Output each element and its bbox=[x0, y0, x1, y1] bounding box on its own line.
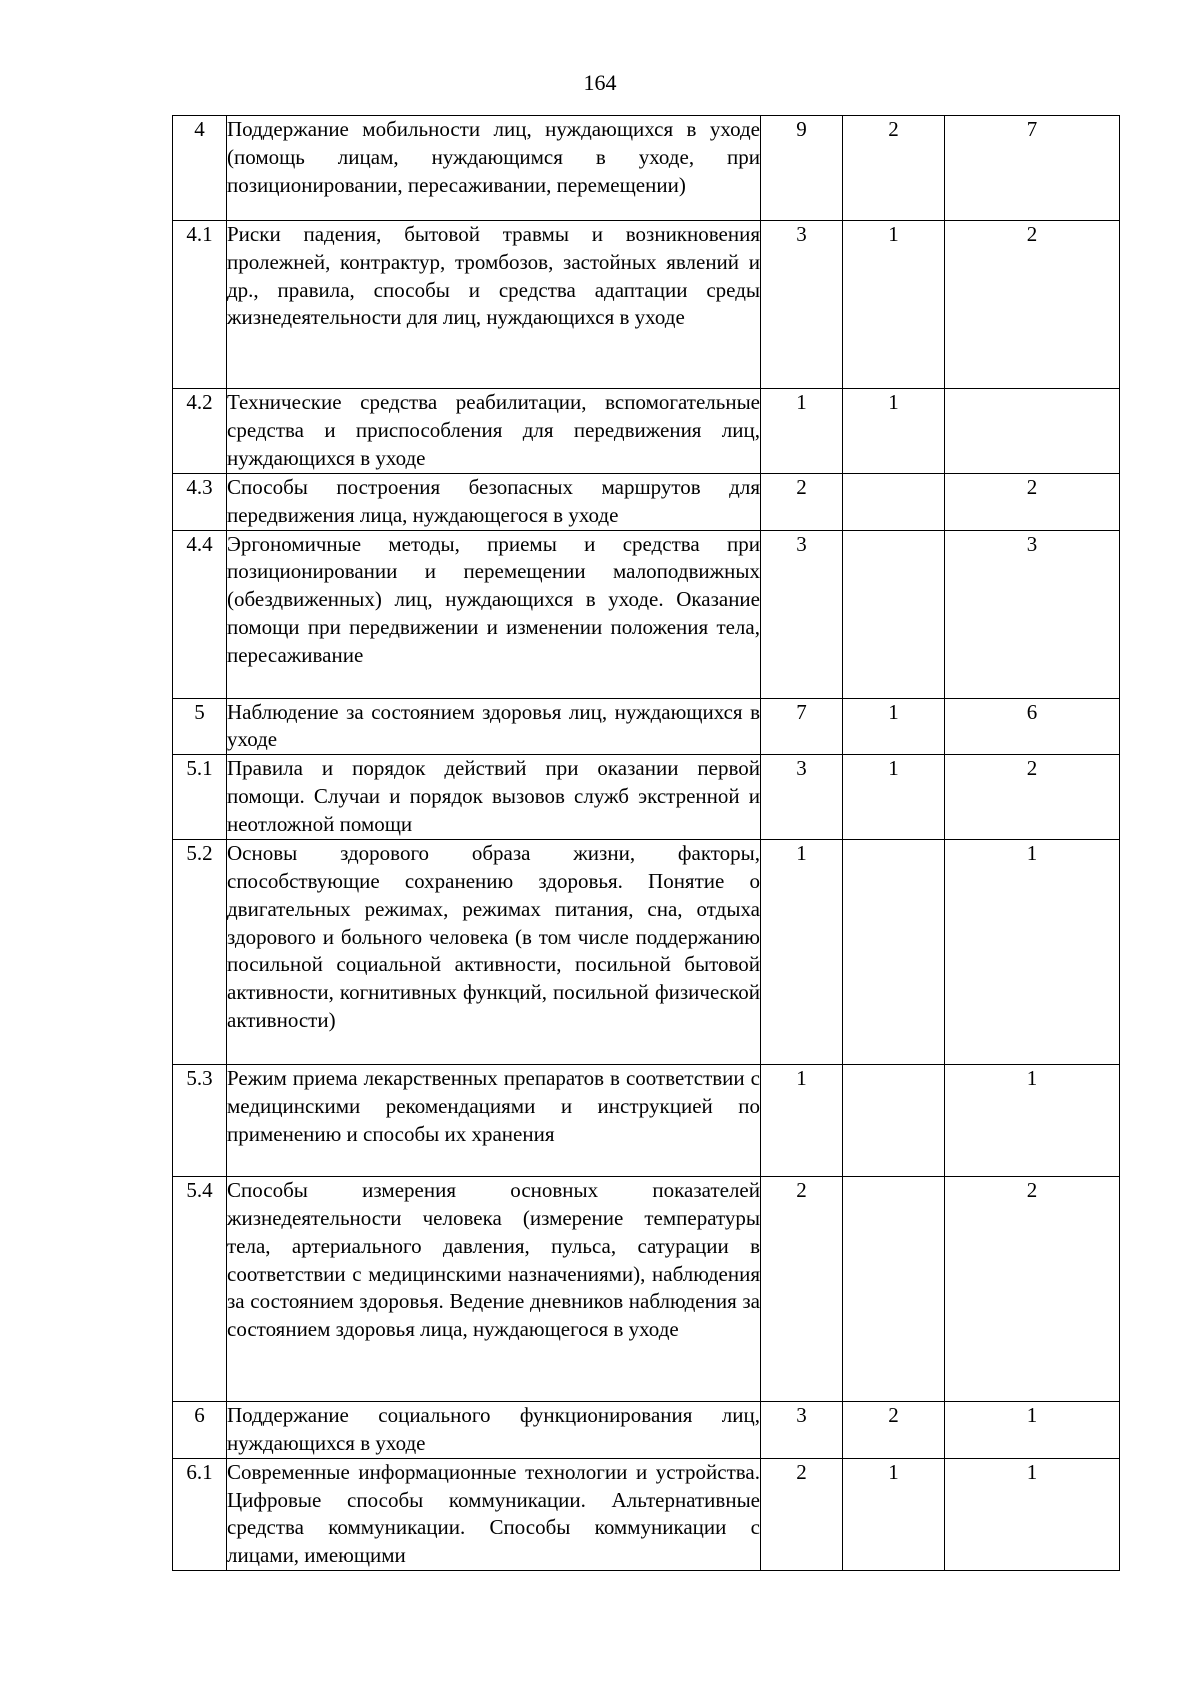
row-total-hours: 1 bbox=[761, 840, 843, 1065]
row-number: 5.1 bbox=[173, 755, 227, 840]
row-practice-hours: 1 bbox=[945, 1402, 1120, 1459]
row-theory-hours: 1 bbox=[843, 755, 945, 840]
row-topic: Способы построения безопасных маршрутов для передвижения лица, нуждающегося в уходе bbox=[227, 474, 761, 531]
row-number: 5.2 bbox=[173, 840, 227, 1065]
curriculum-table bbox=[172, 115, 1120, 1571]
row-topic: Эргономичные методы, приемы и средства при позиционировании и перемещении малоподвижных (обездвиженных) лиц, нуждающихся в уходе. Оказание помощи при передвижении и изменении положения тела, пересаживание bbox=[227, 530, 761, 698]
row-practice-hours bbox=[945, 389, 1120, 474]
row-total-hours: 3 bbox=[761, 530, 843, 698]
row-topic: Риски падения, бытовой травмы и возникновения пролежней, контрактур, тромбозов, застойных явлений и др., правила, способы и средства адаптации среды жизнедеятельности для лиц, нуждающихся в уходе bbox=[227, 221, 761, 389]
row-number: 4.2 bbox=[173, 389, 227, 474]
row-practice-hours: 7 bbox=[945, 116, 1120, 221]
row-practice-hours: 6 bbox=[945, 698, 1120, 755]
row-number: 5.3 bbox=[173, 1065, 227, 1177]
row-practice-hours: 2 bbox=[945, 221, 1120, 389]
row-topic: Поддержание социального функционирования лиц, нуждающихся в уходе bbox=[227, 1402, 761, 1459]
row-topic: Способы измерения основных показателей жизнедеятельности человека (измерение температуры тела, артериального давления, пульса, сатурации в соответствии с медицинскими назначениями), наблюдения за состоянием здоровья. Ведение дневников наблюдения за состоянием здоровья лица, нуждающегося в уходе bbox=[227, 1177, 761, 1402]
table-row bbox=[173, 530, 1120, 698]
row-theory-hours: 2 bbox=[843, 1402, 945, 1459]
table-row bbox=[173, 755, 1120, 840]
table-row bbox=[173, 116, 1120, 221]
row-practice-hours: 2 bbox=[945, 1177, 1120, 1402]
row-theory-hours: 2 bbox=[843, 116, 945, 221]
row-total-hours: 2 bbox=[761, 1458, 843, 1570]
row-practice-hours: 3 bbox=[945, 530, 1120, 698]
row-total-hours: 7 bbox=[761, 698, 843, 755]
row-theory-hours bbox=[843, 474, 945, 531]
table-row bbox=[173, 1402, 1120, 1459]
row-topic: Технические средства реабилитации, вспомогательные средства и приспособления для передвижения лиц, нуждающихся в уходе bbox=[227, 389, 761, 474]
table-row bbox=[173, 1458, 1120, 1570]
table-row bbox=[173, 389, 1120, 474]
row-topic: Современные информационные технологии и устройства. Цифровые способы коммуникации. Альтернативные средства коммуникации. Способы коммуникации с лицами, имеющими bbox=[227, 1458, 761, 1570]
row-total-hours: 1 bbox=[761, 389, 843, 474]
row-total-hours: 2 bbox=[761, 1177, 843, 1402]
row-number: 4.4 bbox=[173, 530, 227, 698]
row-topic: Наблюдение за состоянием здоровья лиц, нуждающихся в уходе bbox=[227, 698, 761, 755]
row-theory-hours: 1 bbox=[843, 698, 945, 755]
row-number: 6.1 bbox=[173, 1458, 227, 1570]
row-topic: Режим приема лекарственных препаратов в соответствии с медицинскими рекомендациями и инструкцией по применению и способы их хранения bbox=[227, 1065, 761, 1177]
row-topic: Правила и порядок действий при оказании первой помощи. Случаи и порядок вызовов служб экстренной и неотложной помощи bbox=[227, 755, 761, 840]
page-number: 164 bbox=[583, 70, 617, 95]
row-practice-hours: 1 bbox=[945, 1065, 1120, 1177]
table-row bbox=[173, 474, 1120, 531]
row-topic: Поддержание мобильности лиц, нуждающихся в уходе (помощь лицам, нуждающимся в уходе, при позиционировании, пересаживании, перемещении) bbox=[227, 116, 761, 221]
row-number: 6 bbox=[173, 1402, 227, 1459]
row-practice-hours: 2 bbox=[945, 474, 1120, 531]
row-theory-hours: 1 bbox=[843, 221, 945, 389]
table-row bbox=[173, 1065, 1120, 1177]
row-total-hours: 9 bbox=[761, 116, 843, 221]
row-total-hours: 3 bbox=[761, 755, 843, 840]
row-total-hours: 3 bbox=[761, 221, 843, 389]
table-row bbox=[173, 698, 1120, 755]
row-number: 4.1 bbox=[173, 221, 227, 389]
row-practice-hours: 1 bbox=[945, 840, 1120, 1065]
table-row bbox=[173, 840, 1120, 1065]
row-theory-hours bbox=[843, 1177, 945, 1402]
row-number: 4.3 bbox=[173, 474, 227, 531]
row-theory-hours bbox=[843, 840, 945, 1065]
row-total-hours: 3 bbox=[761, 1402, 843, 1459]
row-practice-hours: 2 bbox=[945, 755, 1120, 840]
row-number: 5 bbox=[173, 698, 227, 755]
row-theory-hours: 1 bbox=[843, 389, 945, 474]
row-number: 5.4 bbox=[173, 1177, 227, 1402]
row-practice-hours: 1 bbox=[945, 1458, 1120, 1570]
row-topic: Основы здорового образа жизни, факторы, способствующие сохранению здоровья. Понятие о двигательных режимах, режимах питания, сна, отдыха здорового и больного человека (в том числе поддержанию посильной социальной активности, посильной бытовой активности, когнитивных функций, посильной физической активности) bbox=[227, 840, 761, 1065]
row-number: 4 bbox=[173, 116, 227, 221]
row-theory-hours bbox=[843, 1065, 945, 1177]
row-total-hours: 1 bbox=[761, 1065, 843, 1177]
row-total-hours: 2 bbox=[761, 474, 843, 531]
row-theory-hours bbox=[843, 530, 945, 698]
table-row bbox=[173, 1177, 1120, 1402]
row-theory-hours: 1 bbox=[843, 1458, 945, 1570]
table-row bbox=[173, 221, 1120, 389]
